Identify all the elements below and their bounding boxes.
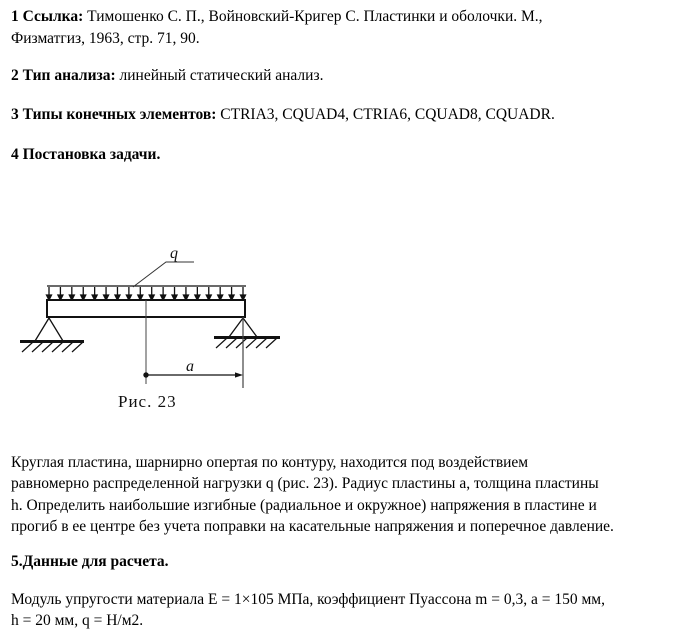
load-leader-line [133,262,194,287]
reference-line2: Физматгиз, 1963, стр. 71, 90. [11,30,200,47]
description-line1: Круглая пластина, шарнирно опертая по контуру, находится под воздействием [11,454,529,471]
reference-line1 [11,6,543,28]
analysis-type-text: линейный статический анализ. [119,67,324,84]
left-ground-hatch [22,342,83,352]
element-types-paragraph [11,104,555,126]
description-line4: прогиб в ее центре без учета поправки на касательные напряжения и поперечное давление. [11,517,614,535]
dimension-label: a [186,358,194,375]
analysis-type-paragraph [11,65,323,87]
calc-data-heading: 5.Данные для расчета. [11,553,169,570]
reference-label: 1 Ссылка: [11,8,84,25]
dimension-origin-dot [143,372,148,377]
calc-data-line2: h = 20 мм, q = Н/м2. [11,611,144,629]
dimension-arrowhead [235,372,243,377]
figure-svg [0,240,300,415]
description-line2: равномерно распределенной нагрузки q (рис. 23). Радиус пластины a, толщина пластины [11,475,599,493]
reference-paragraph [11,6,543,50]
figure-diagram [0,240,300,415]
distributed-load-arrows [47,287,246,300]
description-line3: h. Определить наибольшие изгибные (радиальное и окружное) напряжения в пластине и [11,496,597,514]
element-types-text: CTRIA3, CQUAD4, CTRIA6, CQUAD8, CQUADR. [220,106,555,123]
calc-data-line1: Модуль упругости материала E = 1×105 МПа, коэффициент Пуассона m = 0,3, a = 150 мм, [11,591,605,608]
load-label: q [170,245,178,262]
problem-description-paragraph [11,452,614,537]
element-types-label: 3 Типы конечных элементов: [11,106,217,123]
calc-data-paragraph [11,590,605,631]
figure-caption: Рис. 23 [118,392,177,411]
reference-text: Тимошенко С. П., Войновский-Кригер С. Пластинки и оболочки. М., [87,8,543,25]
problem-statement-heading: 4 Постановка задачи. [11,146,161,163]
right-ground-hatch [216,338,277,348]
analysis-type-label: 2 Тип анализа: [11,67,116,84]
left-support [35,318,63,341]
